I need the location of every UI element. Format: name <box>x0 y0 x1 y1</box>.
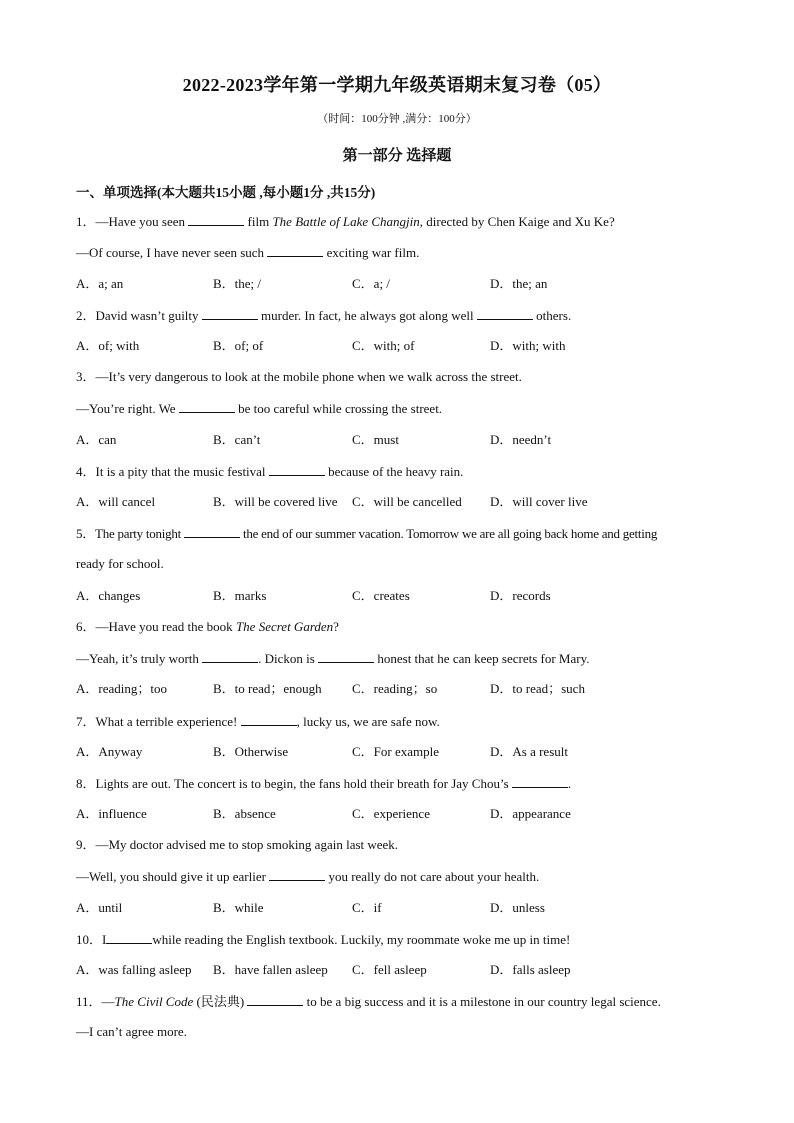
answer-blank <box>202 306 258 320</box>
option-d[interactable]: D．needn’t <box>490 432 552 447</box>
question-1-reply: —Of course, I have never seen such exciting war film. <box>76 245 420 260</box>
question-9-stem: 9．—My doctor advised me to stop smoking again last week. <box>76 837 399 852</box>
option-b[interactable]: B．have fallen asleep <box>213 962 328 977</box>
answer-blank <box>269 867 325 881</box>
option-a[interactable]: A．reading；too <box>76 681 167 696</box>
option-a[interactable]: A．until <box>76 900 123 915</box>
option-d[interactable]: D．the; an <box>490 276 548 291</box>
answer-blank <box>202 649 258 663</box>
question-4-stem: 4．It is a pity that the music festival because of the heavy rain. <box>76 464 464 479</box>
option-a[interactable]: A．was falling asleep <box>76 962 192 977</box>
option-d[interactable]: D．records <box>490 588 551 603</box>
part-heading: 第一部分 选择题 <box>342 148 452 164</box>
question-5-stem: 5．The party tonight the end of our summer vacation. Tomorrow we are all going back home and getting <box>76 526 658 541</box>
option-d[interactable]: D．will cover live <box>490 494 588 509</box>
question-3-options <box>76 431 716 449</box>
option-c[interactable]: C．must <box>352 432 399 447</box>
question-7-stem: 7．What a terrible experience! , lucky us, we are safe now. <box>76 714 440 729</box>
option-a[interactable]: A．Anyway <box>76 744 143 759</box>
option-d[interactable]: D．As a result <box>490 744 568 759</box>
option-d[interactable]: D．with; with <box>490 338 566 353</box>
question-11-stem: 11．—The Civil Code (民法典) to be a big success and it is a milestone in our country legal science. <box>76 994 661 1009</box>
page-title: 2022-2023学年第一学期九年级英语期末复习卷（05） <box>182 75 612 95</box>
question-1-options <box>76 275 716 293</box>
question-6-stem: 6．—Have you read the book The Secret Garden? <box>76 619 339 634</box>
option-a[interactable]: A．of; with <box>76 338 140 353</box>
option-d[interactable]: D．to read；such <box>490 681 585 696</box>
option-b[interactable]: B．the; / <box>213 276 262 291</box>
answer-blank <box>184 524 240 538</box>
answer-blank <box>247 992 303 1006</box>
option-c[interactable]: C．creates <box>352 588 410 603</box>
question-6-options <box>76 680 716 698</box>
option-a[interactable]: A．a; an <box>76 276 124 291</box>
question-9-options <box>76 899 716 917</box>
question-11-reply: —I can’t agree more. <box>76 1024 187 1039</box>
answer-blank <box>267 243 323 257</box>
question-3-stem: 3．—It’s very dangerous to look at the mobile phone when we walk across the street. <box>76 369 522 384</box>
answer-blank <box>241 712 297 726</box>
option-b[interactable]: B．will be covered live <box>213 494 338 509</box>
answer-blank <box>318 649 374 663</box>
option-b[interactable]: B．absence <box>213 806 276 821</box>
question-4-options <box>76 493 716 511</box>
option-a[interactable]: A．will cancel <box>76 494 156 509</box>
option-d[interactable]: D．unless <box>490 900 545 915</box>
section-heading: 一、单项选择(本大题共15小题 ,每小题1分 ,共15分) <box>76 185 376 200</box>
answer-blank <box>106 930 152 944</box>
option-c[interactable]: C．fell asleep <box>352 962 427 977</box>
question-8-stem: 8．Lights are out. The concert is to begin, the fans hold their breath for Jay Chou’s . <box>76 776 572 791</box>
question-9-reply: —Well, you should give it up earlier you really do not care about your health. <box>76 869 540 884</box>
option-b[interactable]: B．to read；enough <box>213 681 322 696</box>
question-3-reply: —You’re right. We be too careful while crossing the street. <box>76 401 443 416</box>
option-a[interactable]: A．can <box>76 432 117 447</box>
option-a[interactable]: A．changes <box>76 588 141 603</box>
answer-blank <box>269 462 325 476</box>
question-10-stem: 10．I while reading the English textbook. Luckily, my roommate woke me up in time! <box>76 932 571 947</box>
option-c[interactable]: C．if <box>352 900 382 915</box>
option-c[interactable]: C．experience <box>352 806 430 821</box>
option-d[interactable]: D．falls asleep <box>490 962 571 977</box>
option-b[interactable]: B．can’t <box>213 432 261 447</box>
question-5-stem-cont: ready for school. <box>76 556 164 571</box>
option-d[interactable]: D．appearance <box>490 806 571 821</box>
question-7-options <box>76 743 716 761</box>
question-1-stem: 1．—Have you seen film The Battle of Lake Changjin, directed by Chen Kaige and Xu Ke? <box>76 214 615 229</box>
answer-blank <box>179 399 235 413</box>
option-a[interactable]: A．influence <box>76 806 147 821</box>
option-b[interactable]: B．while <box>213 900 264 915</box>
option-c[interactable]: C．with; of <box>352 338 415 353</box>
option-c[interactable]: C．will be cancelled <box>352 494 462 509</box>
question-10-options <box>76 961 716 979</box>
exam-info: （时间：100分钟 ,满分：100分） <box>317 113 477 125</box>
question-6-reply: —Yeah, it’s truly worth . Dickon is honest that he can keep secrets for Mary. <box>76 651 590 666</box>
option-c[interactable]: C．a; / <box>352 276 390 291</box>
option-c[interactable]: C．For example <box>352 744 440 759</box>
question-2-stem: 2．David wasn’t guilty murder. In fact, he always got along well others. <box>76 308 572 323</box>
option-b[interactable]: B．marks <box>213 588 267 603</box>
question-2-options <box>76 337 716 355</box>
question-8-options <box>76 805 716 823</box>
option-b[interactable]: B．of; of <box>213 338 264 353</box>
answer-blank <box>477 306 533 320</box>
option-b[interactable]: B．Otherwise <box>213 744 289 759</box>
option-c[interactable]: C．reading；so <box>352 681 438 696</box>
answer-blank <box>188 212 244 226</box>
question-5-options <box>76 587 716 605</box>
answer-blank <box>512 774 568 788</box>
